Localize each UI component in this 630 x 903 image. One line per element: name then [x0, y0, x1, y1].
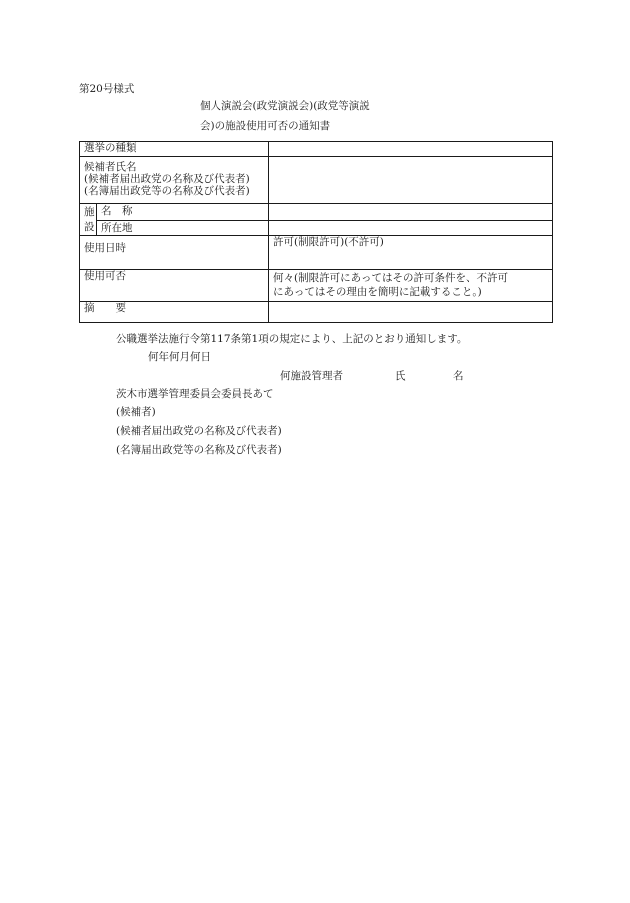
usage-permission-value-line: にあってはその理由を簡明に記載すること。): [273, 286, 482, 298]
notice-date: 何年何月何日: [148, 351, 211, 363]
facility-name-value: [269, 204, 553, 221]
row-candidate: [80, 157, 553, 204]
usage-permission-label: 使用可否: [80, 270, 269, 302]
document-title-line-2: 会)の施設使用可否の通知書: [200, 120, 331, 132]
facility-name-label: 名 称: [97, 204, 269, 221]
notice-text: 公職選挙法施行令第117条第1項の規定により、上記のとおり通知します。: [116, 333, 468, 345]
recipient-line: (候補者): [116, 406, 156, 418]
candidate-value: [269, 157, 553, 204]
facility-location-label: 所在地: [97, 220, 269, 235]
candidate-label: [80, 157, 269, 204]
manager-name-char-2: 名: [453, 370, 464, 382]
usage-permission-value-line: 何々(制限許可にあってはその許可条件を、不許可: [273, 272, 508, 284]
form-number: 第20号様式: [79, 83, 135, 95]
manager-name-char-1: 氏: [395, 370, 406, 382]
usage-datetime-label: 使用日時: [80, 236, 269, 270]
election-type-value: [269, 142, 553, 157]
remarks-label: 摘 要: [80, 302, 269, 323]
usage-permission-value: [269, 270, 553, 302]
facility-location-value: [269, 220, 553, 235]
row-usage-permission: [80, 270, 553, 302]
row-facility-name: [80, 204, 553, 221]
row-facility-location: [80, 220, 553, 235]
usage-datetime-value: 許可(制限許可)(不許可): [269, 236, 553, 270]
election-type-label: 選挙の種類: [80, 142, 269, 157]
candidate-label-line: (名簿届出政党等の名称及び代表者): [84, 185, 250, 197]
recipient-line: (候補者届出政党の名称及び代表者): [116, 425, 282, 437]
recipient-line: (名簿届出政党等の名称及び代表者): [116, 444, 282, 456]
facility-side-char: 施: [84, 206, 95, 218]
facility-side-char: 設: [84, 221, 95, 233]
remarks-value: [269, 302, 553, 323]
row-election-type: [80, 142, 553, 157]
facility-manager-label: 何施設管理者: [280, 370, 343, 382]
candidate-label-line: (候補者届出政党の名称及び代表者): [84, 173, 250, 185]
document-title-line-1: 個人演説会(政党演説会)(政党等演説: [200, 100, 370, 112]
candidate-label-line: 候補者氏名: [84, 161, 137, 173]
recipient-line: 茨木市選挙管理委員会委員長あて: [116, 388, 274, 400]
row-usage-datetime: [80, 236, 553, 270]
facility-side-label: [80, 204, 97, 236]
notification-form-table: [79, 141, 553, 323]
row-remarks: [80, 302, 553, 323]
